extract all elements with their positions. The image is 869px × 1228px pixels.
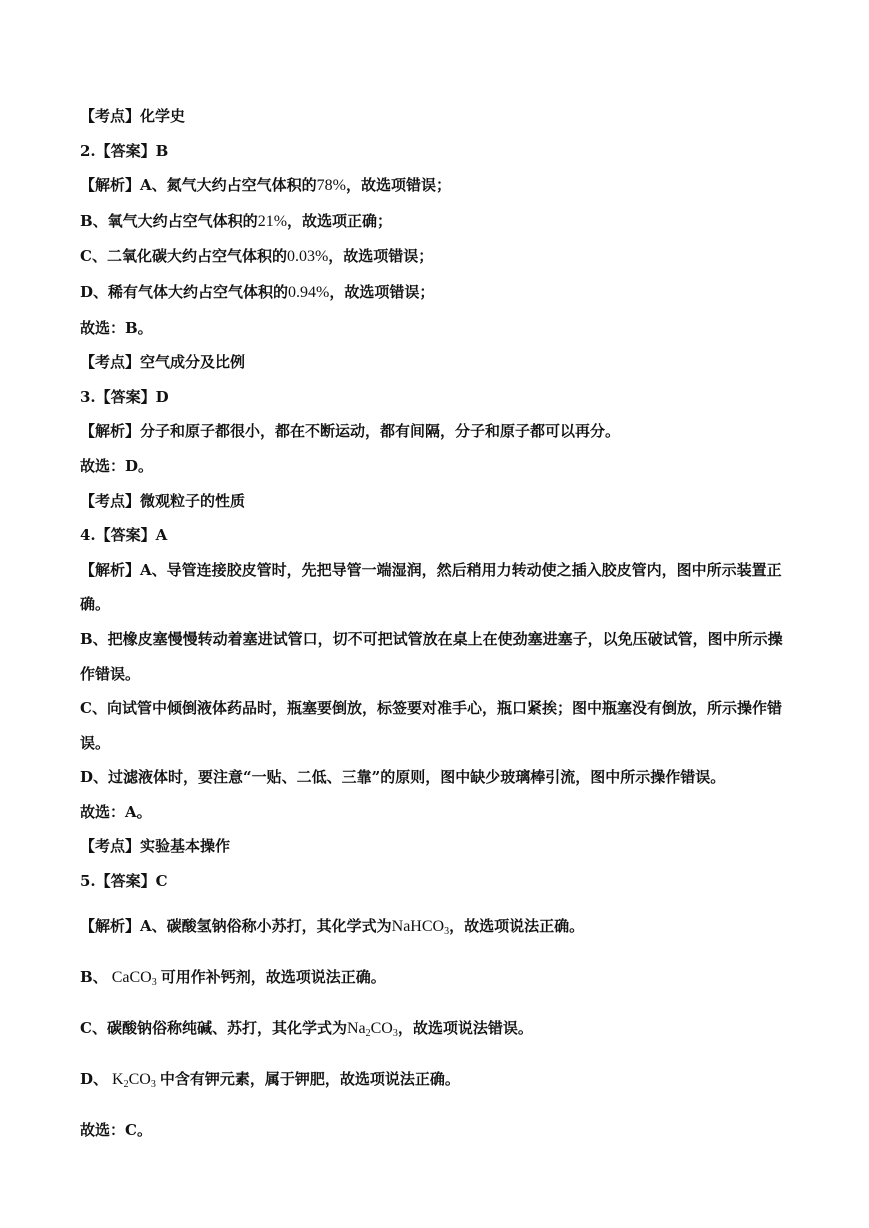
q2-jiexi-d	[80, 282, 792, 303]
q5-d-formula-sub1: 2	[123, 1079, 129, 1091]
q1-kaodian: 【考点】化学史	[80, 107, 186, 125]
q5-b-formula-sub: 3	[151, 977, 157, 989]
q5-c-formula-sub2: 3	[392, 1028, 398, 1040]
q5-d-formula-a: K	[112, 1071, 124, 1089]
q2-b-value: 21%	[257, 212, 288, 230]
q5-b-formula	[108, 969, 161, 989]
q5-choose: 故选：C。	[80, 1121, 152, 1140]
document-page	[80, 106, 792, 1155]
q5-jiexi-d	[80, 1069, 792, 1095]
q2-a-suffix: ，故选项错误；	[345, 176, 451, 195]
q2-answer: 2.【答案】B	[80, 141, 169, 160]
q2-c-text: C、二氧化碳大约占空气体积的	[80, 247, 287, 266]
q2-d-value: 0.94%	[288, 283, 330, 301]
q4-jiexi-d: D、过滤液体时，要注意“一贴、二低、三靠”的原则，图中缺少玻璃棒引流，图中所示操作错误。	[80, 768, 726, 787]
q2-choose: 故选：B。	[80, 318, 153, 337]
q3-choose: 故选：D。	[80, 456, 154, 475]
q5-a-text: 【解析】A、碳酸氢钠俗称小苏打，其化学式为	[80, 917, 392, 936]
q2-b-text: B、氧气大约占空气体积的	[80, 211, 258, 230]
q5-a-formula-main: NaHCO	[391, 918, 445, 936]
q3-answer: 3.【答案】D	[80, 387, 169, 406]
q2-c-value: 0.03%	[286, 248, 329, 266]
q4-jiexi-a-line1: 【解析】A、导管连接胶皮管时，先把导管一端湿润，然后稍用力转动使之插入胶皮管内，图中所示装置正	[80, 560, 782, 579]
q4-kaodian: 【考点】实验基本操作	[80, 837, 231, 856]
q2-d-text: D、稀有气体大约占空气体积的	[80, 282, 289, 301]
q4-answer: 4.【答案】A	[80, 526, 168, 545]
q5-d-formula	[108, 1071, 160, 1091]
q5-c-suffix: ，故选项说法错误。	[397, 1019, 533, 1038]
q2-c-suffix: ，故选项错误；	[328, 247, 434, 266]
q4-jiexi-b-line1: B、把橡皮塞慢慢转动着塞进试管口，切不可把试管放在桌上在使劲塞进塞子，以免压破试管，图中所示操	[80, 629, 783, 648]
q5-a-formula	[391, 918, 450, 938]
q2-d-suffix: ，故选项错误；	[329, 282, 435, 301]
q5-d-formula-sub2: 3	[150, 1079, 156, 1091]
q5-a-suffix: ，故选项说法正确。	[449, 917, 585, 936]
q5-b-text: B、	[80, 968, 108, 987]
q5-a-formula-sub: 3	[444, 926, 450, 938]
q4-choose: 故选：A。	[80, 802, 152, 821]
q4-jiexi-a-line2: 确。	[80, 595, 111, 614]
q2-jiexi-a-text: 【解析】A、氮气大约占空气体积的	[80, 176, 317, 195]
q5-d-formula-b: CO	[128, 1071, 151, 1089]
q2-b-suffix: ，故选项正确；	[287, 211, 393, 230]
q5-jiexi-a	[80, 916, 792, 942]
q4-jiexi-c-line2: 误。	[80, 733, 111, 752]
q5-c-formula-a: Na	[346, 1020, 366, 1038]
q2-jiexi-b	[80, 211, 792, 232]
q5-d-text: D、	[80, 1070, 109, 1089]
q5-d-suffix: 中含有钾元素，属于钾肥，故选项说法正确。	[159, 1070, 460, 1089]
q2-jiexi-a	[80, 175, 792, 196]
q5-answer: 5.【答案】C	[80, 872, 168, 891]
q5-c-text: C、碳酸钠俗称纯碱、苏打，其化学式为	[80, 1019, 347, 1038]
q5-b-suffix: 可用作补钙剂，故选项说法正确。	[160, 968, 386, 987]
q5-c-formula	[346, 1020, 398, 1040]
q5-b-formula-main: CaCO	[111, 969, 152, 987]
q4-jiexi-b-line2: 作错误。	[80, 664, 141, 683]
q2-kaodian: 【考点】空气成分及比例	[80, 353, 246, 372]
q2-jiexi-c	[80, 246, 792, 267]
q3-jiexi: 【解析】分子和原子都很小，都在不断运动，都有间隔，分子和原子都可以再分。	[80, 422, 621, 441]
q5-c-formula-sub1: 2	[365, 1028, 371, 1040]
q5-jiexi-b	[80, 967, 792, 993]
q2-a-value: 78%	[316, 177, 346, 195]
q3-kaodian: 【考点】微观粒子的性质	[80, 491, 246, 510]
q5-jiexi-c	[80, 1018, 792, 1044]
q5-c-formula-b: CO	[370, 1020, 393, 1038]
q4-jiexi-c-line1: C、向试管中倾倒液体药品时，瓶塞要倒放，标签要对准手心，瓶口紧挨；图中瓶塞没有倒放，所示操作错	[80, 699, 782, 718]
